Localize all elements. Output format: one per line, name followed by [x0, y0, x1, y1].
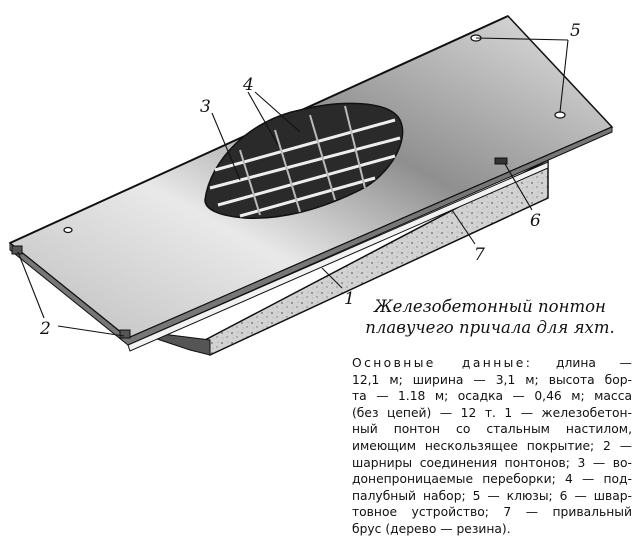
callout-2: 2 [40, 319, 51, 339]
description-line: брус (дерево — резина). [352, 521, 511, 536]
description-line: палубный набор; 5 — клюзы; 6 — швар- [352, 488, 632, 503]
mooring-cleat-icon [495, 158, 507, 164]
description-line: ный понтон со стальным настилом, [352, 422, 632, 437]
description-line: товное устройство; 7 — привальный [352, 505, 632, 520]
description-block [352, 355, 632, 538]
description-line: Основные данные: длина — [352, 356, 632, 370]
description-line: (без цепей) — 12 т. 1 — железобетон- [352, 405, 632, 420]
callout-3: 3 [200, 97, 211, 117]
caption-line-2: плавучего причала для яхт. [365, 318, 615, 337]
description-line: 12,1 м; ширина — 3,1 м; высота бор- [352, 372, 632, 387]
callout-5: 5 [570, 21, 581, 41]
callout-7: 7 [474, 245, 485, 265]
callout-6: 6 [530, 211, 541, 231]
description-line: имеющим нескользящее покрытие; 2 — [352, 438, 632, 453]
caption-line-1: Железобетонный понтон [374, 297, 606, 316]
callout-4: 4 [243, 75, 254, 95]
description-line: та — 1.18 м; осадка — 0,46 м; масса [352, 389, 632, 404]
description-line: шарниры соединения понтонов; 3 — во- [352, 455, 632, 470]
figure-caption [348, 296, 632, 338]
callout-1: 1 [344, 289, 355, 309]
description-label: Основные данные: [352, 356, 533, 370]
description-line: донепроницаемые переборки; 4 — под- [352, 472, 632, 487]
